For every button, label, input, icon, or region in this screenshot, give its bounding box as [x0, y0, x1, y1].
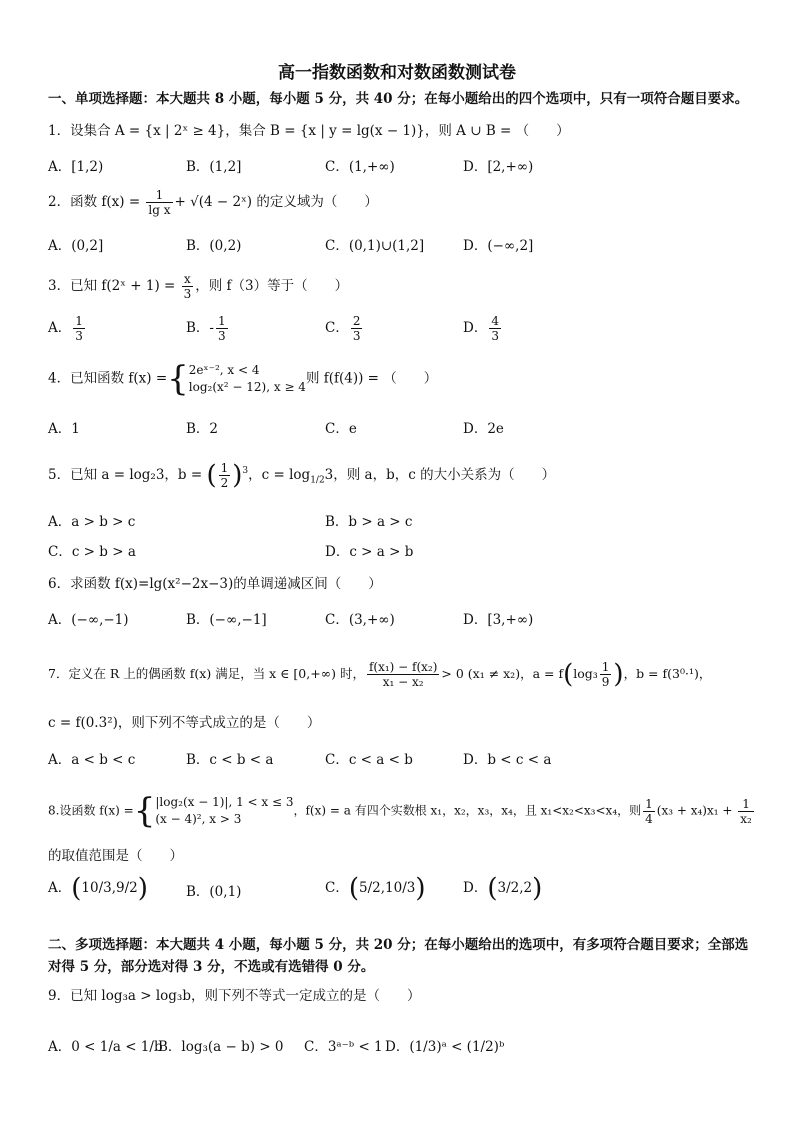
- fraction: $\frac{x}{3}$: [183, 272, 192, 301]
- question-9-options: [48, 1037, 748, 1067]
- piecewise-cases: 2eˣ⁻², x < 4 log₂(x² − 12), x ≥ 4: [188, 363, 306, 394]
- question-7-line2: c = f(0.3²)，则下列不等式成立的是（ ）: [48, 715, 321, 731]
- question-3-stem: 3．已知 f(2ˣ + 1) = $\frac{x}{3}$ ，则 f（3）等于（ ）: [48, 272, 349, 301]
- option-a[interactable]: A．(0,2]: [48, 238, 104, 254]
- question-2-stem: 2．函数 f(x) = $\frac{1}{\text{lg x}}$ + √(4 − 2ˣ) 的定义域为（ ）: [48, 188, 378, 217]
- option-b[interactable]: B．(1,2]: [186, 159, 242, 175]
- option-c[interactable]: C．(0,1)∪(1,2]: [325, 238, 425, 254]
- option-b[interactable]: B．2: [186, 421, 219, 437]
- option-d[interactable]: D．(3/2,2): [463, 873, 543, 904]
- option-c[interactable]: C．(1,+∞): [325, 159, 395, 175]
- option-c[interactable]: C．e: [325, 421, 357, 437]
- option-b[interactable]: B．(0,2): [186, 238, 242, 254]
- option-b[interactable]: B．log₃(a − b) > 0: [158, 1039, 284, 1055]
- option-b[interactable]: B．c < b < a: [186, 752, 274, 768]
- question-5-stem: 5．已知 a = log₂3，b = ( $\frac{1}{2}$ )$^3$，$c = \log_{1/2}3$，则 a，b，c 的大小关系为（ ）: [48, 460, 556, 491]
- option-d[interactable]: D．(−∞,2]: [463, 238, 534, 254]
- question-1-stem: 1．设集合 A = {x | 2ˣ ≥ 4}，集合 B = {x | y = lg(x − 1)}，则 A ∪ B = （ ）: [48, 123, 570, 139]
- question-7-stem: 7．定义在 R 上的偶函数 f(x) 满足，当 x ∈ [0,+∞) 时， $\frac{\text{f(x₁) − f(x₂)}}{\text{x₁ − x₂}}$ > 0 (x₁ ≠ x₂)，a = f(log₃ $\frac{1}{9}$ )，b = f(3⁰·¹)，: [48, 659, 712, 690]
- option-a[interactable]: A． $\frac{1}{3}$: [48, 314, 83, 343]
- option-a[interactable]: A．[1,2): [48, 159, 104, 175]
- question-5-options-row1: [48, 512, 748, 542]
- question-6-stem: 6．求函数 f(x)=lg(x²−2x−3)的单调递减区间（ ）: [48, 576, 382, 592]
- option-b[interactable]: B．(−∞,−1]: [186, 612, 267, 628]
- option-a[interactable]: A．(−∞,−1): [48, 612, 129, 628]
- option-a[interactable]: A．a < b < c: [48, 752, 136, 768]
- option-b[interactable]: B．- $\frac{1}{3}$: [186, 314, 226, 343]
- question-4-options: [48, 419, 748, 449]
- option-c[interactable]: C．(3,+∞): [325, 612, 395, 628]
- option-a[interactable]: A．0 < 1/a < 1/b: [48, 1039, 163, 1055]
- option-d[interactable]: D．[2,+∞): [463, 159, 534, 175]
- option-d[interactable]: D．[3,+∞): [463, 612, 534, 628]
- option-c[interactable]: C．3ᵃ⁻ᵇ < 1: [304, 1039, 383, 1055]
- question-8-options: [48, 873, 748, 908]
- option-a[interactable]: A．a > b > c: [48, 514, 136, 530]
- option-d[interactable]: D．c > a > b: [325, 544, 414, 560]
- piecewise-cases: |log₂(x − 1)|, 1 < x ≤ 3 (x − 4)², x > 3: [155, 795, 294, 826]
- option-c[interactable]: C．c < a < b: [325, 752, 413, 768]
- page-title: 高一指数函数和对数函数测试卷: [278, 63, 516, 83]
- question-1-options: [48, 157, 748, 187]
- question-3-options: [48, 314, 748, 344]
- question-4-stem: 4．已知函数 f(x) ={ 2eˣ⁻², x < 4 log₂(x² − 12), x ≥ 4 则 f(f(4)) = （ ）: [48, 359, 438, 399]
- question-8-line2: 的取值范围是（ ）: [48, 848, 183, 864]
- question-5-options-row2: [48, 542, 748, 572]
- question-8-stem: 8.设函数 f(x) ={ |log₂(x − 1)|, 1 < x ≤ 3 (x − 4)², x > 3 ，f(x) = a 有四个实数根 x₁，x₂，x₃，x₄，且 x₁<x₂<x₃<x₄，则 $\frac{1}{4}$ (x₃ + x₄)x₁ + $\frac{1}{\text{x₂}}$: [48, 791, 752, 831]
- option-a[interactable]: A．(10/3,9/2): [48, 873, 148, 904]
- option-b[interactable]: B．b > a > c: [325, 514, 413, 530]
- option-c[interactable]: C．c > b > a: [48, 544, 136, 560]
- option-d[interactable]: D．2e: [463, 421, 504, 437]
- option-d[interactable]: D．(1/3)ᵃ < (1/2)ᵇ: [385, 1039, 505, 1055]
- option-d[interactable]: D．b < c < a: [463, 752, 552, 768]
- question-7-options: [48, 750, 748, 780]
- option-b[interactable]: B．(0,1): [186, 884, 242, 900]
- option-c[interactable]: C．(5/2,10/3): [325, 873, 426, 904]
- section-heading-multiple-choice: 二、多项选择题：本大题共 4 小题，每小题 5 分，共 20 分；在每小题给出的选项中，有多项符合题目要求；全部选对得 5 分，部分选对得 3 分，不选或有选错得 0 分。: [48, 937, 749, 975]
- option-a[interactable]: A．1: [48, 421, 80, 437]
- section-heading-single-choice: 一、单项选择题：本大题共 8 小题，每小题 5 分，共 40 分；在每小题给出的四个选项中，只有一项符合题目要求。: [48, 91, 749, 107]
- fraction: $\frac{1}{\text{lg x}}$: [148, 188, 171, 217]
- option-d[interactable]: D． $\frac{4}{3}$: [463, 314, 499, 343]
- question-2-options: [48, 236, 748, 266]
- option-c[interactable]: C． $\frac{2}{3}$: [325, 314, 361, 343]
- question-9-stem: 9．已知 log₃a > log₃b，则下列不等式一定成立的是（ ）: [48, 988, 421, 1004]
- question-6-options: [48, 610, 748, 640]
